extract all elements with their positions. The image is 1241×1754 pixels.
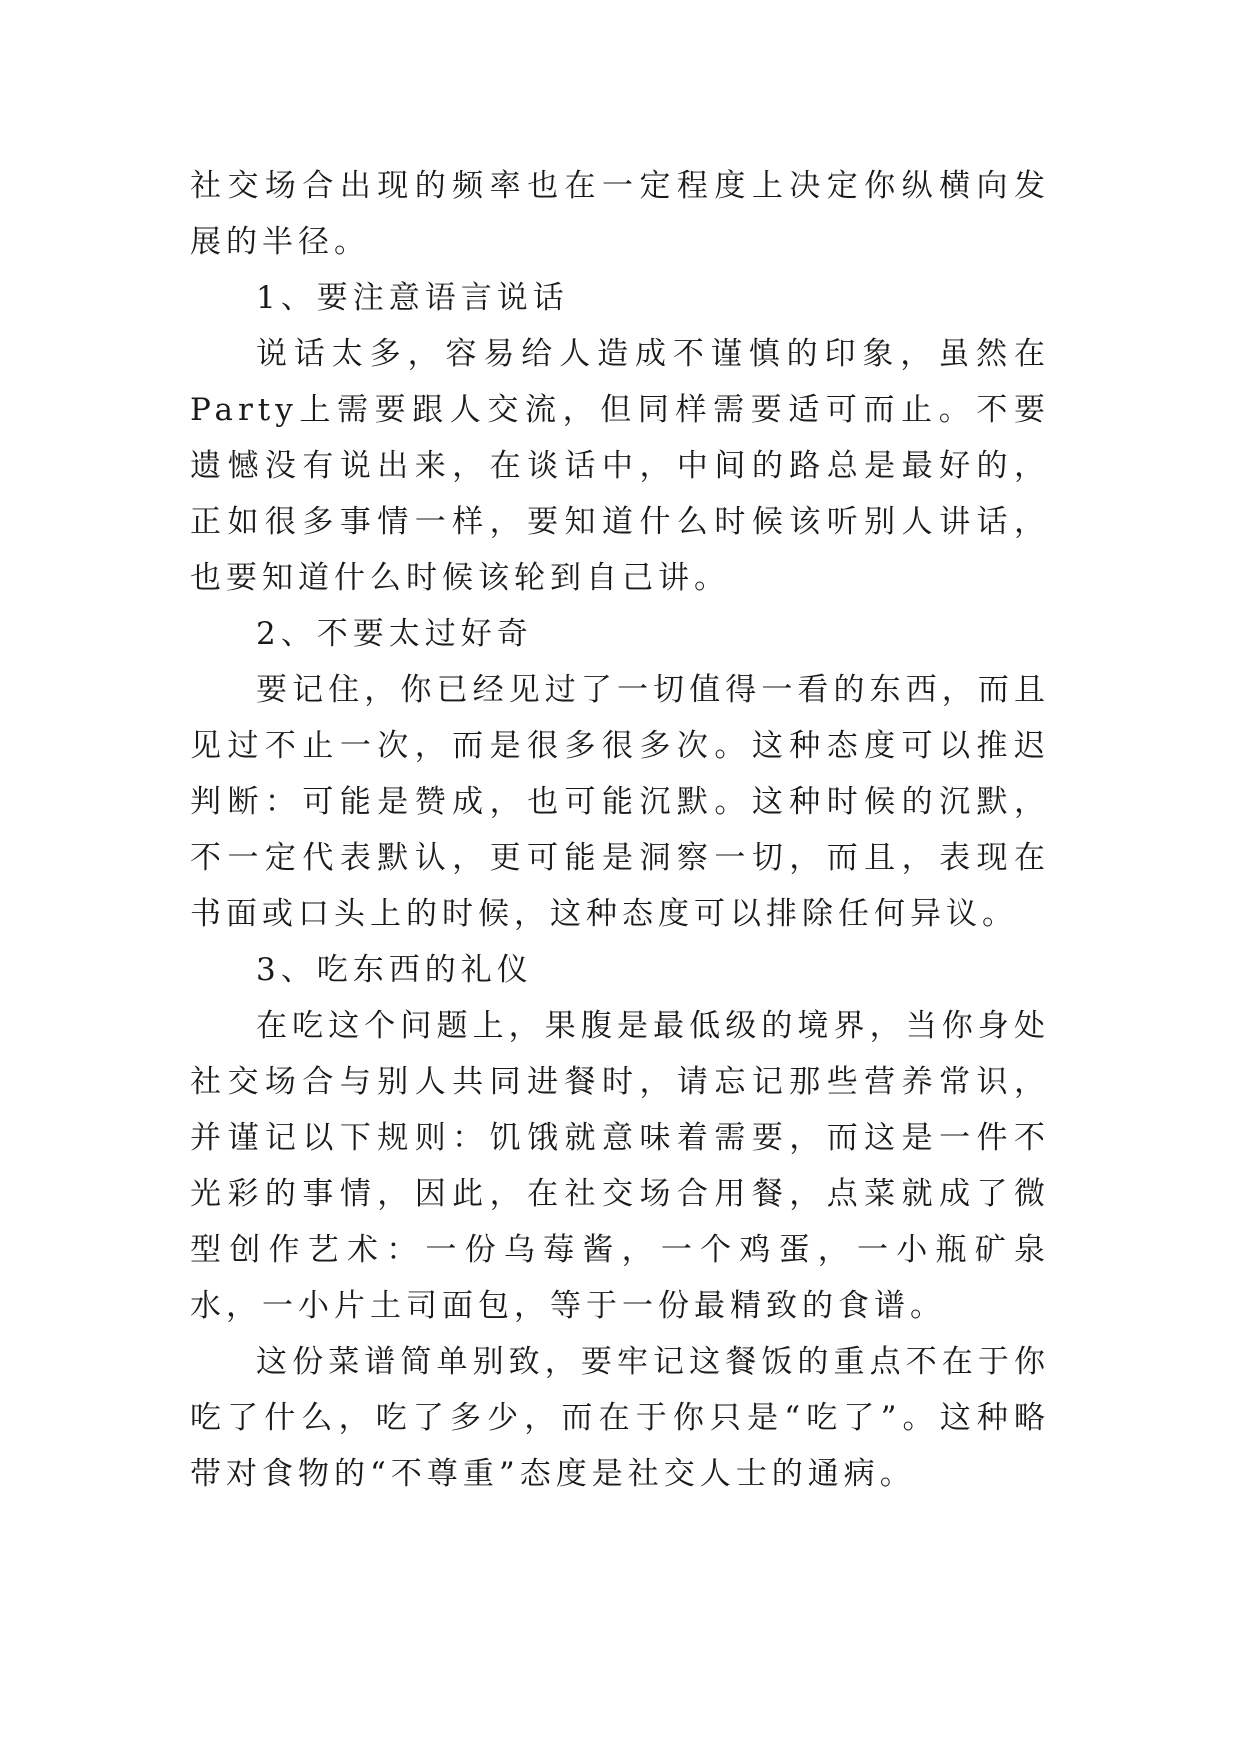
section-heading-speech: 1、要注意语言说话 bbox=[256, 280, 569, 316]
paragraph-menu: 这份菜谱简单别致，要牢记这餐饭的重点不在于你吃了什么，吃了多少，而在于你只是“吃了”。这种略带对食物的“不尊重”态度是社交人士的通病。 bbox=[190, 1344, 1050, 1492]
paragraph-speech: 说话太多，容易给人造成不谨慎的印象，虽然在Party上需要跟人交流，但同样需要适可而止。不要遗憾没有说出来，在谈话中，中间的路总是最好的，正如很多事情一样，要知道什么时候该听别人讲话，也要知道什么时候该轮到自己讲。 bbox=[190, 336, 1050, 596]
paragraph-continued: 社交场合出现的频率也在一定程度上决定你纵横向发展的半径。 bbox=[190, 168, 1050, 260]
section-heading-dining: 3、吃东西的礼仪 bbox=[256, 952, 533, 988]
paragraph-curiosity: 要记住，你已经见过了一切值得一看的东西，而且见过不止一次，而是很多很多次。这种态度可以推迟判断：可能是赞成，也可能沉默。这种时候的沉默，不一定代表默认，更可能是洞察一切，而且，表现在书面或口头上的时候，这种态度可以排除任何异议。 bbox=[190, 672, 1050, 932]
document-body bbox=[190, 158, 1050, 1502]
section-heading-curiosity: 2、不要太过好奇 bbox=[256, 616, 533, 652]
paragraph-dining: 在吃这个问题上，果腹是最低级的境界，当你身处社交场合与别人共同进餐时，请忘记那些营养常识，并谨记以下规则：饥饿就意味着需要，而这是一件不光彩的事情，因此，在社交场合用餐，点菜就成了微型创作艺术：一份乌莓酱，一个鸡蛋，一小瓶矿泉水，一小片土司面包，等于一份最精致的食谱。 bbox=[190, 1008, 1050, 1324]
